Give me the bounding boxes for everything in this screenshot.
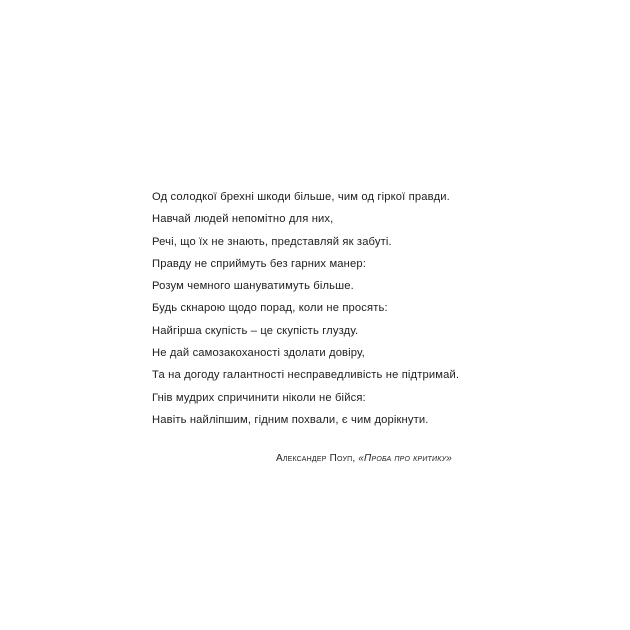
poem-line: Речі, що їх не знають, представляй як забуті. xyxy=(152,235,392,248)
poem-line: Правду не сприймуть без гарних манер: xyxy=(152,257,366,270)
poem-line: Та на догоду галантності несправедливість не підтримай. xyxy=(152,369,460,382)
poem-line: Найгірша скупість – це скупість глузду. xyxy=(152,324,359,337)
attribution-work: «Проба про критику» xyxy=(358,453,452,465)
poem-block xyxy=(152,186,492,464)
poem-line: Гнів мудрих спричинити ніколи не бійся: xyxy=(152,391,366,404)
attribution-author: Александер Поуп, xyxy=(275,453,356,465)
attribution xyxy=(152,453,452,464)
poem-line: Од солодкої брехні шкоди більше, чим од гіркої правди. xyxy=(152,191,450,203)
poem-line: Будь скнарою щодо порад, коли не просять: xyxy=(152,302,388,315)
poem-line: Не дай самозакоханості здолати довіру, xyxy=(152,347,365,360)
poem-line: Навіть найліпшим, гідним похвали, є чим дорікнути. xyxy=(152,413,429,426)
poem-line: Розум чемного шануватимуть більше. xyxy=(152,280,354,293)
poem-line: Навчай людей непомітно для них, xyxy=(152,213,334,226)
